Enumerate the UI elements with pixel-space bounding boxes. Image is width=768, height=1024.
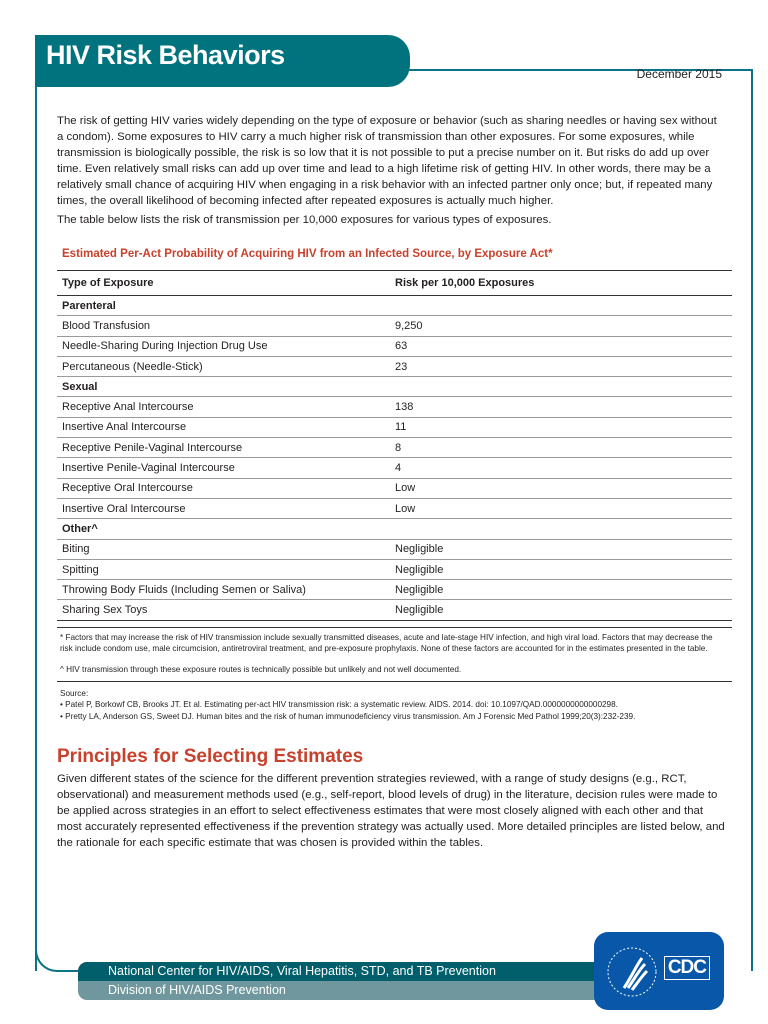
table-category-row [57, 296, 732, 316]
intro-paragraph: The risk of getting HIV varies widely depending on the type of exposure or behavior (such as sharing needles or having sex without a condom). Some exposures to HIV carry a much higher risk of transmission than other exposures. For some exposures, while transmission is biologically possible, the risk is so low that it is not possible to put a precise number on it. But risks do add up over time. Even relatively small risks can add up over time and lead to a high lifetime risk of getting HIV. In other words, there may be a relatively small chance of acquiring HIV when engaging in a risk behavior with an infected partner only once; but, if repeated many times, the overall likelihood of becoming infected after repeated exposures is actually much higher. [57, 115, 717, 207]
exposure-type: Insertive Penile-Vaginal Intercourse [57, 458, 390, 478]
table-row [57, 478, 732, 498]
table-row [57, 539, 732, 559]
divider [57, 681, 732, 682]
risk-value: 8 [390, 438, 732, 458]
table-row [57, 600, 732, 620]
table-row [57, 559, 732, 579]
risk-value: 11 [390, 417, 732, 437]
risk-value: Low [390, 478, 732, 498]
table-category-row [57, 519, 732, 539]
publication-date: December 2015 [636, 67, 722, 81]
category-label: Parenteral [57, 296, 732, 316]
table-row [57, 397, 732, 417]
risk-value: Negligible [390, 539, 732, 559]
table-row [57, 417, 732, 437]
risk-value: 63 [390, 336, 732, 356]
column-header: Risk per 10,000 Exposures [390, 271, 732, 296]
exposure-type: Sharing Sex Toys [57, 600, 390, 620]
table-row [57, 336, 732, 356]
divider [57, 627, 732, 628]
source-label: Source: [60, 689, 89, 698]
exposure-type: Throwing Body Fluids (Including Semen or Saliva) [57, 580, 390, 600]
intro-paragraph-2: The table below lists the risk of transmission per 10,000 exposures for various types of exposures. [57, 214, 552, 226]
risk-value: 23 [390, 356, 732, 376]
category-label: Other^ [57, 519, 732, 539]
table-row [57, 356, 732, 376]
column-header: Type of Exposure [57, 271, 390, 296]
risk-value: Negligible [390, 559, 732, 579]
exposure-type: Receptive Penile-Vaginal Intercourse [57, 438, 390, 458]
source-text: Patel P, Borkowf CB, Brooks JT. Et al. Estimating per-act HIV transmission risk: a systematic review. AIDS. 2014. doi: 10.1097/QAD.0000000000000298. [65, 700, 618, 709]
risk-value: Negligible [390, 600, 732, 620]
exposure-type: Receptive Oral Intercourse [57, 478, 390, 498]
table-row [57, 580, 732, 600]
risk-value: 138 [390, 397, 732, 417]
footnote-star: * Factors that may increase the risk of HIV transmission include sexually transmitted diseases, acute and late-stage HIV infection, and high viral load. Factors that may decrease the risk include condom use, male circumcision, antiretroviral treatment, and pre-exposure prophylaxis. None of these factors are accounted for in the estimates presented in the table. [60, 633, 713, 653]
exposure-type: Insertive Anal Intercourse [57, 417, 390, 437]
source-text: Pretty LA, Anderson GS, Sweet DJ. Human bites and the risk of human immunodeficiency virus transmission. Am J Forensic Med Pathol 1999;20(3):232-239. [65, 712, 636, 721]
risk-value: Negligible [390, 580, 732, 600]
exposure-type: Receptive Anal Intercourse [57, 397, 390, 417]
hhs-eagle-icon [602, 936, 662, 1006]
table-row [57, 316, 732, 336]
exposure-type: Insertive Oral Intercourse [57, 498, 390, 518]
exposure-type: Percutaneous (Needle-Stick) [57, 356, 390, 376]
risk-table [57, 270, 732, 621]
risk-value: Low [390, 498, 732, 518]
page-title: HIV Risk Behaviors [46, 40, 285, 70]
table-row [57, 498, 732, 518]
section-heading: Principles for Selecting Estimates [57, 746, 364, 767]
table-header-row [57, 271, 732, 296]
table-row [57, 438, 732, 458]
exposure-type: Biting [57, 539, 390, 559]
exposure-type: Needle-Sharing During Injection Drug Use [57, 336, 390, 356]
exposure-type: Blood Transfusion [57, 316, 390, 336]
table-category-row [57, 377, 732, 397]
risk-value: 9,250 [390, 316, 732, 336]
source-item: • Patel P, Borkowf CB, Brooks JT. Et al. Estimating per-act HIV transmission risk: a systematic review. AIDS. 2014. doi: 10.1097/QAD.0000000000000298. [60, 700, 618, 709]
risk-value: 4 [390, 458, 732, 478]
table-row [57, 458, 732, 478]
category-label: Sexual [57, 377, 732, 397]
footer-center-bar: National Center for HIV/AIDS, Viral Hepatitis, STD, and TB Prevention [78, 962, 618, 981]
footer-division-bar: Division of HIV/AIDS Prevention [78, 981, 618, 1000]
cdc-logo-text: CDC [664, 956, 710, 980]
principles-paragraph: Given different states of the science for the different prevention strategies reviewed, with a range of study designs (e.g., RCT, observational) and measurement methods used (e.g., self-report, blood levels of drug) in the literature, decision rules were made to be applied across strategies in an effort to select effectiveness estimates that were most closely aligned with each other and that most accurately represented effectiveness if the prevention strategy was actually used. More detailed principles are listed below, and the rationale for each specific estimate that was chosen is provided within the tables. [57, 773, 725, 849]
exposure-type: Spitting [57, 559, 390, 579]
source-item: • Pretty LA, Anderson GS, Sweet DJ. Human bites and the risk of human immunodeficiency virus transmission. Am J Forensic Med Pathol 1999;20(3):232-239. [60, 712, 636, 721]
table-caption: Estimated Per-Act Probability of Acquiring HIV from an Infected Source, by Exposure Act* [62, 248, 553, 260]
footnote-caret: ^ HIV transmission through these exposure routes is technically possible but unlikely and not well documented. [60, 665, 462, 674]
cdc-logo [594, 932, 724, 1010]
